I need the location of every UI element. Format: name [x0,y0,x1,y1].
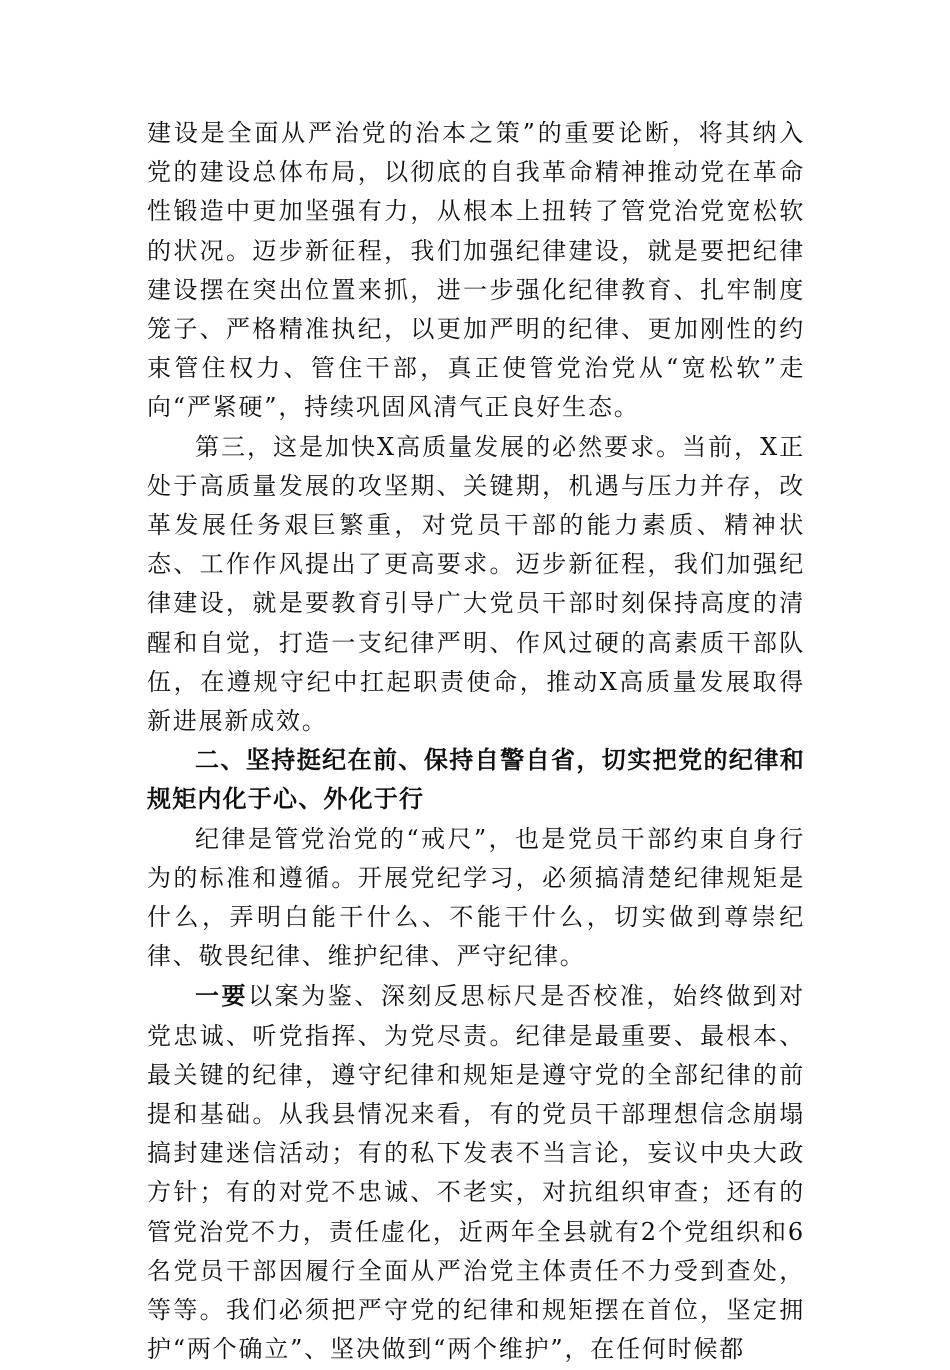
paragraph-continuation: 建设是全面从严治党的治本之策”的重要论断，将其纳入党的建设总体布局，以彻底的自我革命精神推动党在革命性锻造中更加坚强有力，从根本上扭转了管党治党宽松软的状况。迈步新征程，我们加强纪律建设，就是要把纪律建设摆在突出位置来抓，进一步强化纪律教育、扎牢制度笼子、严格精准执纪，以更加严明的纪律、更加刚性的约束管住权力、管住干部，真正使管党治党从“宽松软”走向“严紧硬”，持续巩固风清气正良好生态。 [147,119,805,422]
section-heading: 二、坚持挺纪在前、保持自警自省，切实把党的纪律和规矩内化于心、外化于行 [147,746,805,814]
lead-phrase: 一要 [195,981,249,1011]
document-page [147,114,805,1370]
paragraph-discipline-intro: 纪律是管党治党的“戒尺”，也是党员干部约束自身行为的标准和遵循。开展党纪学习，必须搞清楚纪律规矩是什么，弄明白能干什么、不能干什么，切实做到尊崇纪律、敬畏纪律、维护纪律、严守纪律。 [147,824,805,971]
paragraph-third-point: 第三，这是加快X高质量发展的必然要求。当前，X正处于高质量发展的攻坚期、关键期，机遇与压力并存，改革发展任务艰巨繁重，对党员干部的能力素质、精神状态、工作作风提出了更高要求。迈步新征程，我们加强纪律建设，就是要教育引导广大党员干部时刻保持高度的清醒和自觉，打造一支纪律严明、作风过硬的高素质干部队伍，在遵规守纪中扛起职责使命，推动X高质量发展取得新进展新成效。 [147,432,805,736]
paragraph-body: 以案为鉴、深刻反思标尺是否校准，始终做到对党忠诚、听党指挥、为党尽责。纪律是最重要、最根本、最关键的纪律，遵守纪律和规矩是遵守党的全部纪律的前提和基础。从我县情况来看，有的党员干部理想信念崩塌搞封建迷信活动；有的私下发表不当言论，妄议中央大政方针；有的对党不忠诚、不老实，对抗组织审查；还有的管党治党不力，责任虚化，近两年全县就有2个党组织和6名党员干部因履行全面从严治党主体责任不力受到查处，等等。我们必须把严守党的纪律和规矩摆在首位，坚定拥护“两个确立”、坚决做到“两个维护”，在任何时候都 [147,982,805,1364]
paragraph-first-requirement [147,976,805,1369]
